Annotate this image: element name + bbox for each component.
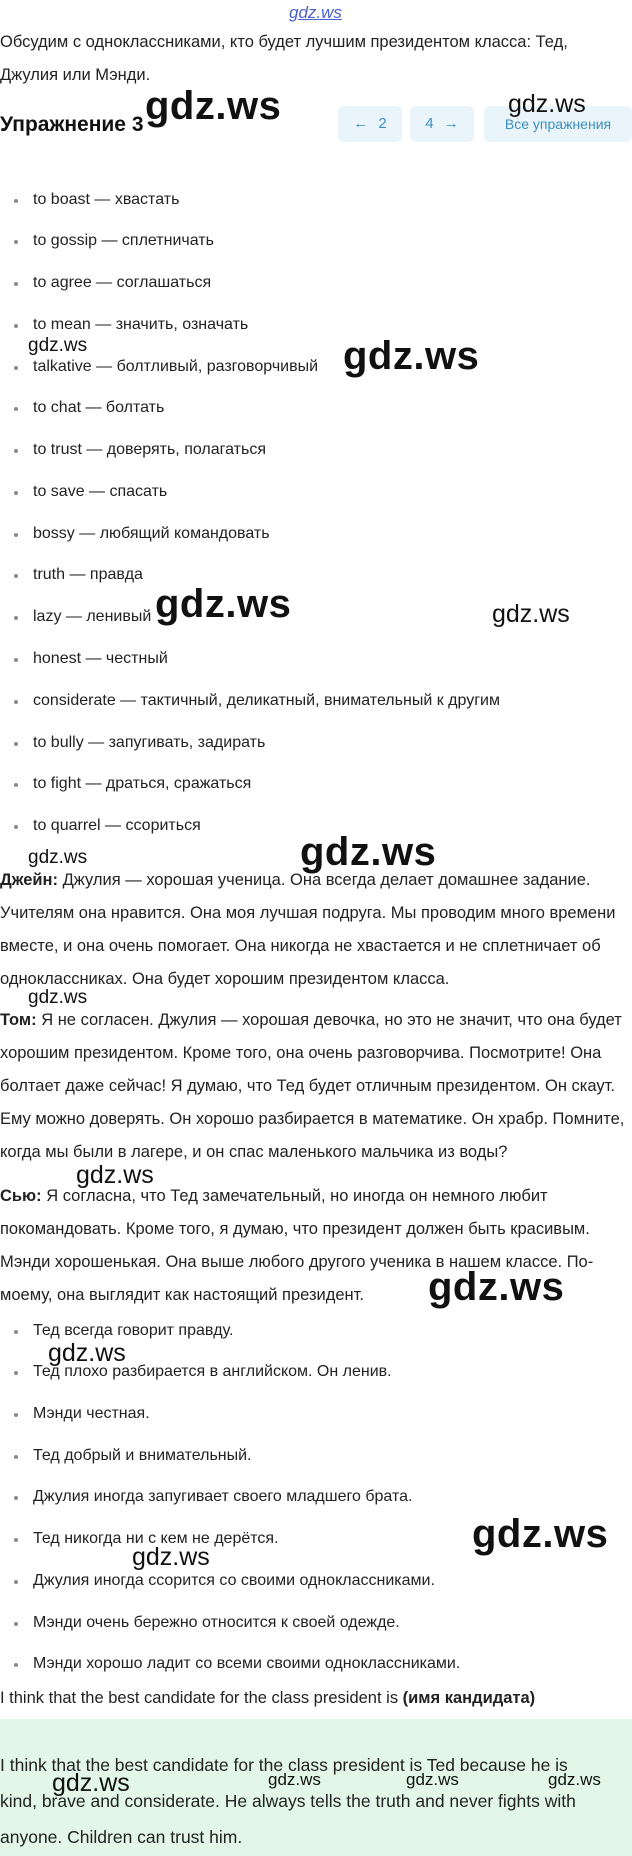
watermark: gdz.ws [300, 830, 437, 874]
answer-line-1: I think that the best candidate for the class president is Ted because he is [0, 1755, 568, 1775]
watermark: gdz.ws [428, 1265, 565, 1309]
candidate-placeholder: (имя кандидата) [402, 1689, 536, 1707]
tom-line: Ему можно доверять. Он хорошо разбирается в математике. Он храбр. Помните, [0, 1110, 625, 1128]
watermark: gdz.ws [343, 334, 480, 378]
intro-line-2: Джулия или Мэнди. [0, 66, 151, 84]
speaker-name: Сью: [0, 1187, 42, 1205]
watermark: gdz.ws [28, 335, 88, 356]
tom-line: когда мы были в лагере, и он спас маленького мальчика из воды? [0, 1143, 508, 1161]
intro-line-1: Обсудим с одноклассниками, кто будет лучшим президентом класса: Тед, [0, 33, 568, 51]
sue-line: Мэнди хорошенькая. Она выше любого другого ученика в нашем классе. По- [0, 1253, 594, 1271]
watermark: gdz.ws [406, 1770, 459, 1789]
sue-line: покомандовать. Кроме того, я думаю, что президент должен быть красивым. [0, 1220, 590, 1238]
speaker-name: Том: [0, 1011, 37, 1029]
tom-line: хорошим президентом. Кроме того, она очень разговорчива. Посмотрите! Она [0, 1044, 602, 1062]
prev-exercise-button[interactable] [338, 106, 402, 142]
watermark: gdz.ws [132, 1543, 210, 1571]
arrow-left-icon: ← [353, 115, 369, 132]
watermark: gdz.ws [28, 987, 88, 1008]
site-logo[interactable]: gdz.ws [289, 3, 342, 22]
jane-line: вместе, и она очень помогает. Она никогда не хвастается и не сплетничает об [0, 937, 601, 955]
prev-exercise-label: 2 [378, 115, 387, 132]
jane-line: одноклассниках. Она будет хорошим президентом класса. [0, 970, 450, 988]
sue-line: Сью: Я согласна, что Тед замечательный, но иногда он немного любит [0, 1187, 548, 1205]
arrow-right-icon: → [443, 115, 459, 132]
watermark: gdz.ws [76, 1161, 154, 1189]
watermark: gdz.ws [268, 1770, 321, 1789]
next-exercise-button[interactable] [410, 106, 474, 142]
watermark: gdz.ws [508, 90, 586, 118]
template-line-1: I think that the best candidate for the class president is (имя кандидата) [0, 1689, 536, 1707]
all-exercises-button[interactable]: Все упражнения [484, 106, 632, 142]
speaker-name: Джейн: [0, 871, 59, 889]
watermark: gdz.ws [48, 1339, 126, 1367]
watermark: gdz.ws [472, 1512, 609, 1556]
watermark: gdz.ws [28, 847, 88, 868]
watermark: gdz.ws [548, 1770, 601, 1789]
watermark: gdz.ws [145, 84, 282, 128]
tom-line: Том: Я не согласен. Джулия — хорошая девочка, но это не значит, что она будет [0, 1011, 622, 1029]
watermark: gdz.ws [155, 582, 292, 626]
sue-line: моему, она выглядит как настоящий президент. [0, 1286, 364, 1304]
watermark: gdz.ws [492, 600, 570, 628]
next-exercise-label: 4 [425, 115, 434, 132]
tom-line: болтает даже сейчас! Я думаю, что Тед будет отличным президентом. Он скаут. [0, 1077, 615, 1095]
exercise-title: Упражнение 3 [0, 113, 144, 136]
watermark: gdz.ws [52, 1769, 130, 1797]
jane-line: Джейн: Джулия — хорошая ученица. Она всегда делает домашнее задание. [0, 871, 591, 889]
answer-line-3: anyone. Children can trust him. [0, 1827, 243, 1847]
jane-line: Учителям она нравится. Она моя лучшая подруга. Мы проводим много времени [0, 904, 616, 922]
answer-line-2: kind, brave and considerate. He always tells the truth and never fights with [0, 1791, 576, 1811]
